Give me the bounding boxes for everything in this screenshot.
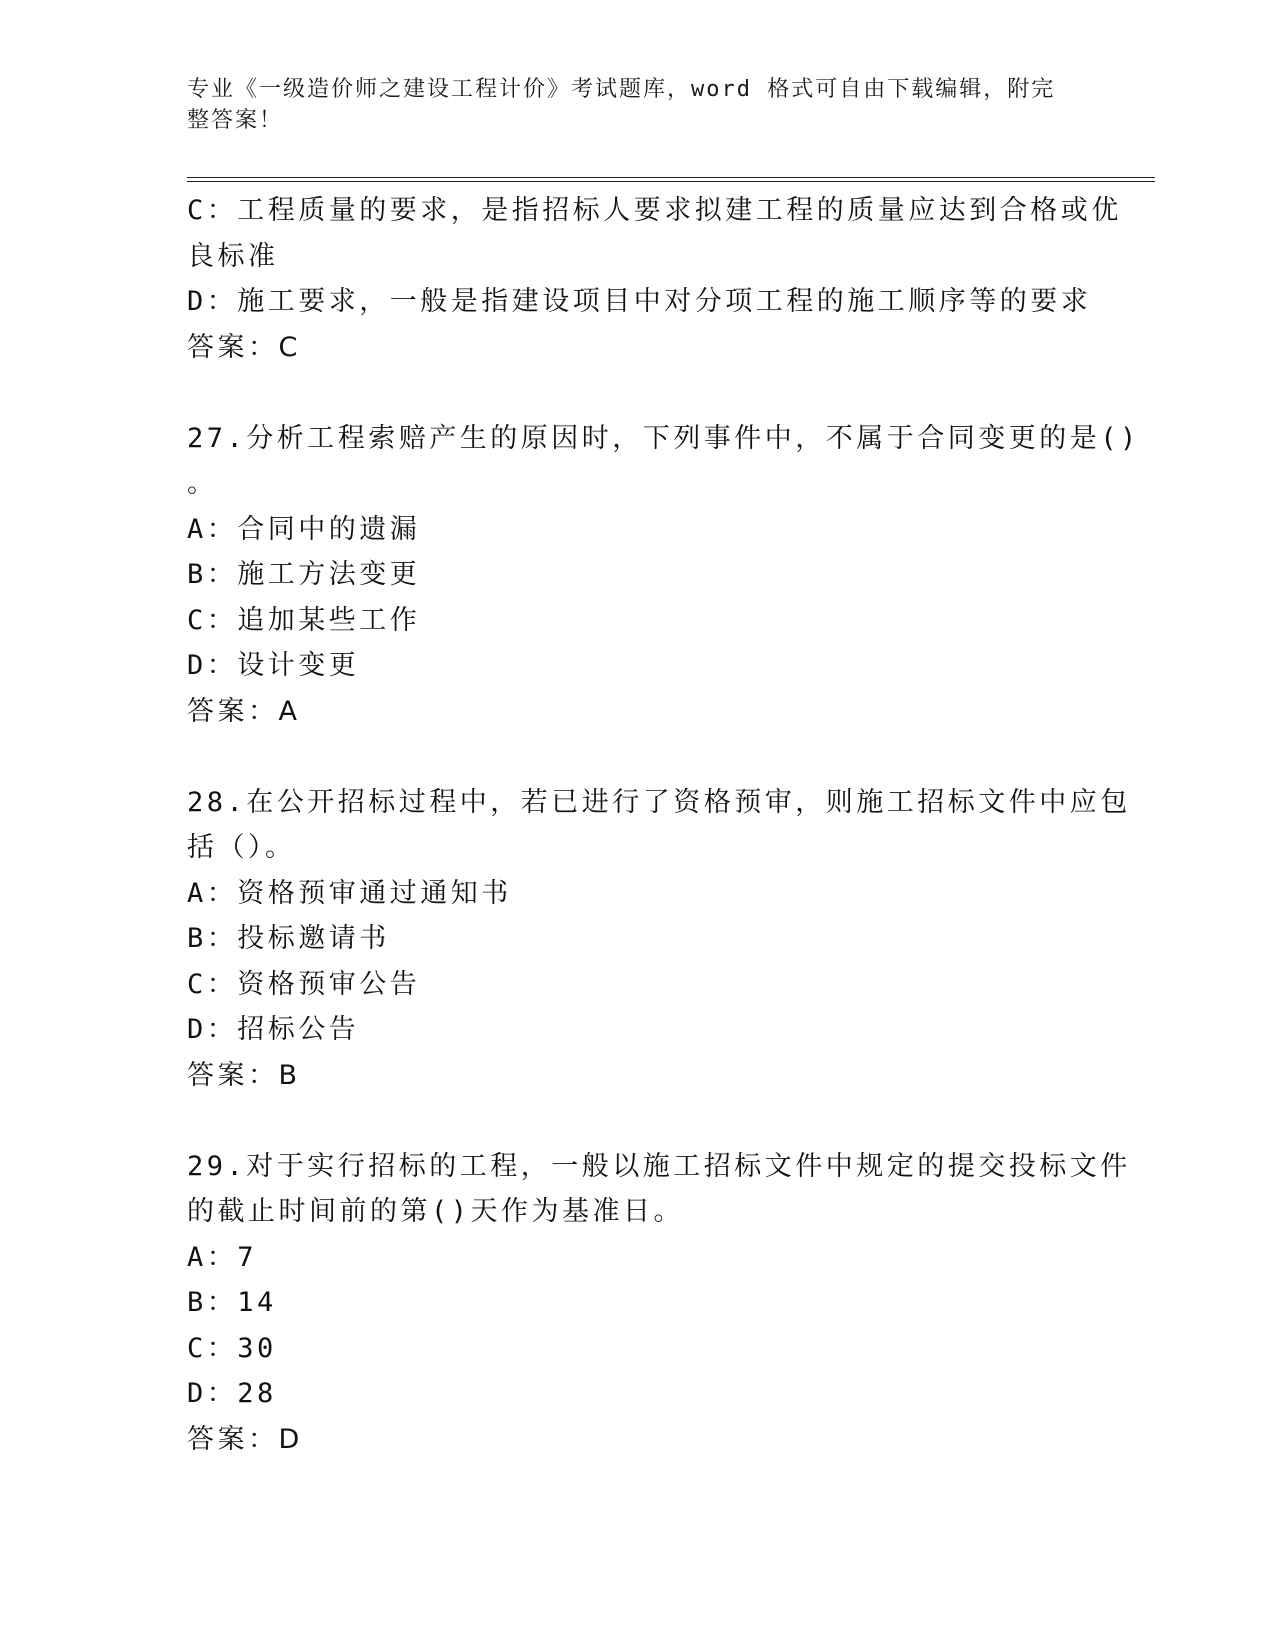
option-b: B：投标邀请书 xyxy=(187,923,390,954)
option-c: C：追加某些工作 xyxy=(187,604,421,636)
question-stem-line-1: 27.分析工程索赔产生的原因时，下列事件中，不属于合同变更的是() xyxy=(187,422,1140,454)
option-d: D：施工要求，一般是指建设项目中对分项工程的施工顺序等的要求 xyxy=(187,286,1092,317)
question-stem-line-2: 。 xyxy=(187,468,218,499)
option-a: A：7 xyxy=(187,1241,258,1273)
answer-line: 答案：B xyxy=(187,1059,301,1091)
question-28 xyxy=(187,780,1131,1099)
option-a: A：合同中的遗漏 xyxy=(187,513,421,545)
option-d: D：招标公告 xyxy=(187,1014,360,1045)
question-stem-line-1: 29.对于实行招标的工程，一般以施工招标文件中规定的提交投标文件 xyxy=(187,1150,1131,1182)
spacer xyxy=(187,1098,1087,1144)
option-c-line-1: C：工程质量的要求，是指招标人要求拟建工程的质量应达到合格或优 xyxy=(187,195,1122,226)
answer-line: 答案：D xyxy=(187,1423,303,1455)
page-header xyxy=(187,74,1067,136)
option-b: B：施工方法变更 xyxy=(187,559,421,590)
answer-line: 答案：A xyxy=(187,695,301,727)
question-29 xyxy=(187,1144,1131,1463)
option-d: D：28 xyxy=(187,1378,277,1409)
question-27 xyxy=(187,416,1140,735)
option-d: D：设计变更 xyxy=(187,650,360,681)
question-stem-line-2: 括（）。 xyxy=(187,832,296,863)
header-text-line-2: 整答案！ xyxy=(187,108,284,133)
question-stem-line-2: 的截止时间前的第()天作为基准日。 xyxy=(187,1196,685,1227)
header-text-line-1: 专业《一级造价师之建设工程计价》考试题库，word 格式可自由下载编辑，附完 xyxy=(187,77,1056,102)
question-stem-line-1: 28.在公开招标过程中，若已进行了资格预审，则施工招标文件中应包 xyxy=(187,786,1131,818)
header-divider xyxy=(187,177,1155,182)
previous-question-tail xyxy=(187,188,1122,370)
option-c: C：30 xyxy=(187,1332,277,1364)
option-c: C：资格预审公告 xyxy=(187,968,421,1000)
document-body xyxy=(187,188,1140,1462)
spacer xyxy=(187,734,1087,780)
answer-line: 答案：C xyxy=(187,331,301,363)
spacer xyxy=(187,370,1087,416)
option-b: B：14 xyxy=(187,1287,277,1318)
option-a: A：资格预审通过通知书 xyxy=(187,877,512,909)
option-c-line-2: 良标准 xyxy=(187,240,279,272)
